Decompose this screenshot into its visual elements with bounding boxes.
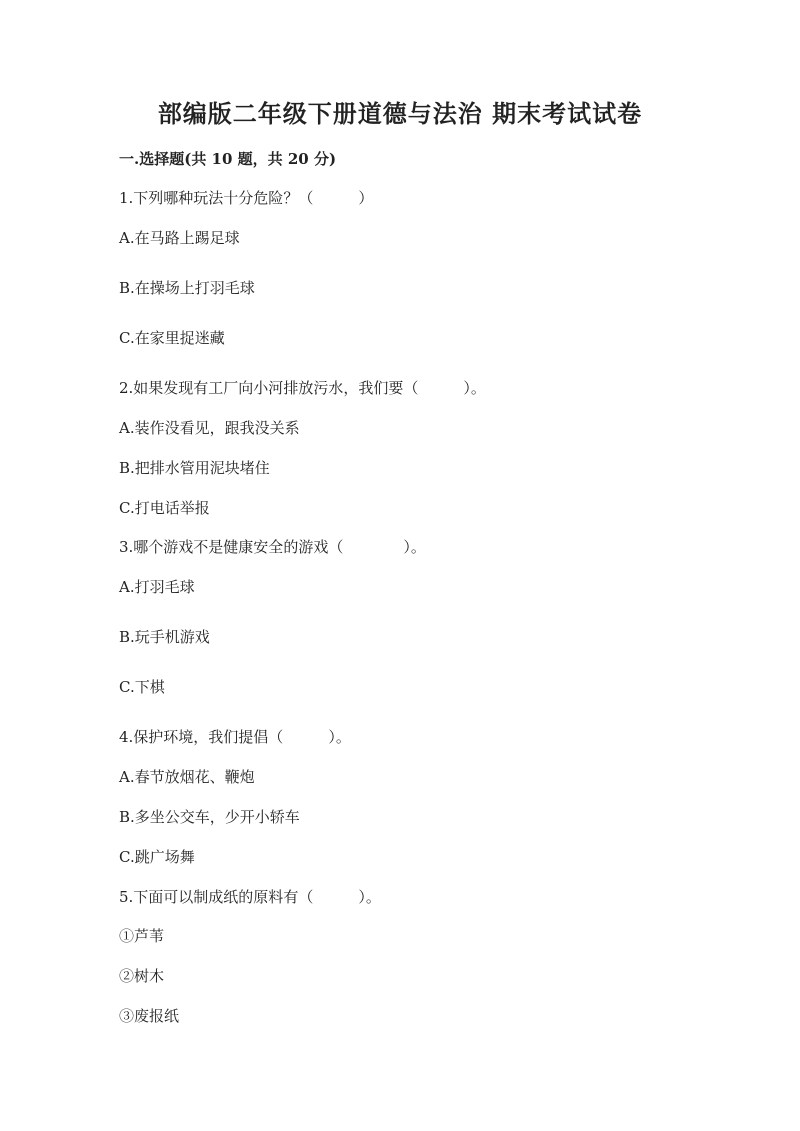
question-3-option-c: C.下棋 bbox=[119, 678, 165, 696]
question-4-stem: 4.保护环境，我们提倡（ ）。 bbox=[119, 728, 351, 746]
question-5-item-2: ②树木 bbox=[119, 967, 165, 985]
section-heading: 一.选择题(共 10 题，共 20 分) bbox=[119, 150, 337, 168]
question-4-option-a: A.春节放烟花、鞭炮 bbox=[119, 768, 255, 786]
question-3-stem: 3.哪个游戏不是健康安全的游戏（ ）。 bbox=[119, 538, 426, 556]
question-1-option-b: B.在操场上打羽毛球 bbox=[119, 279, 255, 297]
question-1-option-c: C.在家里捉迷藏 bbox=[119, 329, 225, 347]
question-2-option-c: C.打电话举报 bbox=[119, 499, 210, 517]
question-2-option-b: B.把排水管用泥块堵住 bbox=[119, 459, 270, 477]
question-5-item-1: ①芦苇 bbox=[119, 927, 165, 945]
question-5-item-3: ③废报纸 bbox=[119, 1007, 180, 1025]
question-3-option-b: B.玩手机游戏 bbox=[119, 628, 210, 646]
question-2-option-a: A.装作没看见，跟我没关系 bbox=[119, 419, 300, 437]
question-4-option-b: B.多坐公交车，少开小轿车 bbox=[119, 808, 300, 826]
question-1-option-a: A.在马路上踢足球 bbox=[119, 229, 240, 247]
question-4-option-c: C.跳广场舞 bbox=[119, 848, 195, 866]
question-5-stem: 5.下面可以制成纸的原料有（ ）。 bbox=[119, 888, 381, 906]
question-2-stem: 2.如果发现有工厂向小河排放污水，我们要（ ）。 bbox=[119, 379, 486, 397]
exam-title: 部编版二年级下册道德与法治 期末考试试卷 bbox=[157, 99, 643, 128]
question-3-option-a: A.打羽毛球 bbox=[119, 578, 195, 596]
question-1-stem: 1.下列哪种玩法十分危险？（ ） bbox=[119, 189, 374, 207]
